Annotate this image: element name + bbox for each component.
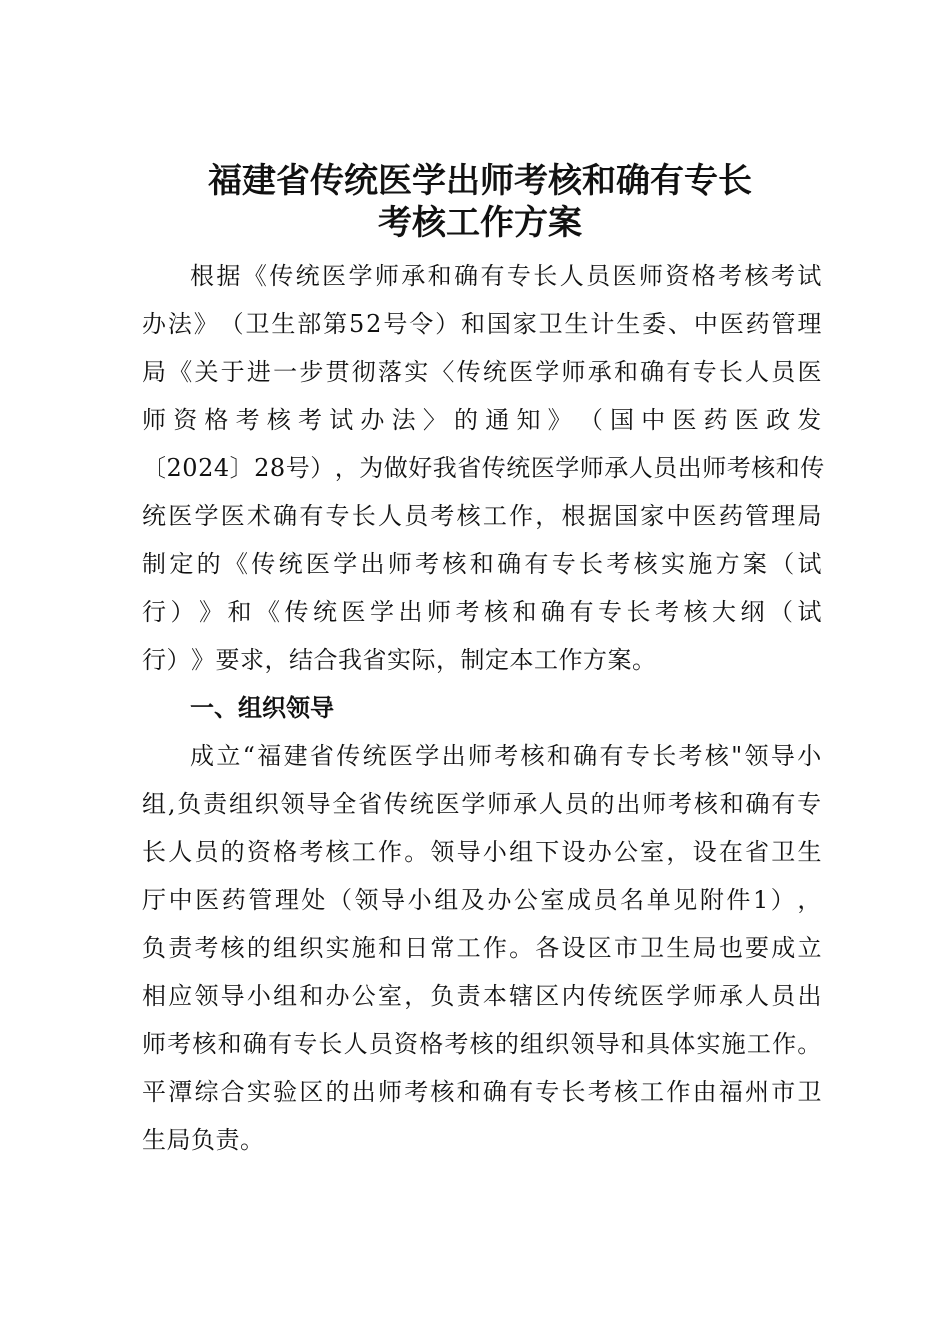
section-heading-organization: 一、组织领导 (190, 694, 334, 722)
paragraph-line: 长 人 员 的 资 格 考 核 工 作 。 领 导 小 组 下 设 办 公 室 ， 设 在 省 卫 生 (142, 838, 822, 866)
paragraph-line: 统 医 学 医 术 确 有 专 长 人 员 考 核 工 作 ， 根 据 国 家 中 医 药 管 理 局 (142, 502, 822, 530)
paragraph-organization (142, 732, 822, 1164)
paragraph-line: 制 定 的 《 传 统 医 学 出 师 考 核 和 确 有 专 长 考 核 实 施 方 案 （ 试 (142, 550, 822, 578)
paragraph-line: 行 ） 》 和 《 传 统 医 学 出 师 考 核 和 确 有 专 长 考 核 大 纲 （ 试 (142, 598, 822, 626)
title-line-2: 考核工作方案 (378, 203, 582, 243)
paragraph-line: 成 立 “ 福 建 省 传 统 医 学 出 师 考 核 和 确 有 专 长 考 核 " 领 导 小 (190, 742, 822, 770)
paragraph-line: 根 据 《 传 统 医 学 师 承 和 确 有 专 长 人 员 医 师 资 格 考 核 考 试 (190, 262, 822, 290)
paragraph-line: 负 责 考 核 的 组 织 实 施 和 日 常 工 作 。 各 设 区 市 卫 生 局 也 要 成 立 (142, 934, 822, 962)
paragraph-line: 办 法 》 （ 卫 生 部 第 5 2 号 令 ） 和 国 家 卫 生 计 生 委 、 中 医 药 管 理 (142, 310, 822, 338)
paragraph-line: 师 考 核 和 确 有 专 长 人 员 资 格 考 核 的 组 织 领 导 和 具 体 实 施 工 作 。 (142, 1030, 822, 1058)
paragraph-line: 生 局 负 责 。 (142, 1126, 265, 1154)
title-line-1: 福建省传统医学出师考核和确有专长 (208, 161, 752, 201)
paragraph-line: 相 应 领 导 小 组 和 办 公 室 ， 负 责 本 辖 区 内 传 统 医 学 师 承 人 员 出 (142, 982, 822, 1010)
paragraph-line: 师 资 格 考 核 考 试 办 法 〉 的 通 知 》 （ 国 中 医 药 医 政 发 (142, 406, 822, 434)
paragraph-line: 〔 2 0 2 4 〕 2 8 号 ） ， 为 做 好 我 省 传 统 医 学 师 承 人 员 出 师 考 核 和 传 (142, 454, 825, 482)
document-title (100, 160, 860, 244)
paragraph-intro (142, 252, 825, 684)
paragraph-line: 厅 中 医 药 管 理 处 （ 领 导 小 组 及 办 公 室 成 员 名 单 见 附 件 1 ） ， (142, 886, 822, 914)
paragraph-line: 局 《 关 于 进 一 步 贯 彻 落 实 〈 传 统 医 学 师 承 和 确 有 专 长 人 员 医 (142, 358, 822, 386)
paragraph-line: 行 ） 》 要 求 ， 结 合 我 省 实 际 ， 制 定 本 工 作 方 案 。 (142, 646, 657, 674)
paragraph-line: 平 潭 综 合 实 验 区 的 出 师 考 核 和 确 有 专 长 考 核 工 作 由 福 州 市 卫 (142, 1078, 822, 1106)
paragraph-line: 组 , 负 责 组 织 领 导 全 省 传 统 医 学 师 承 人 员 的 出 师 考 核 和 确 有 专 (142, 790, 822, 818)
